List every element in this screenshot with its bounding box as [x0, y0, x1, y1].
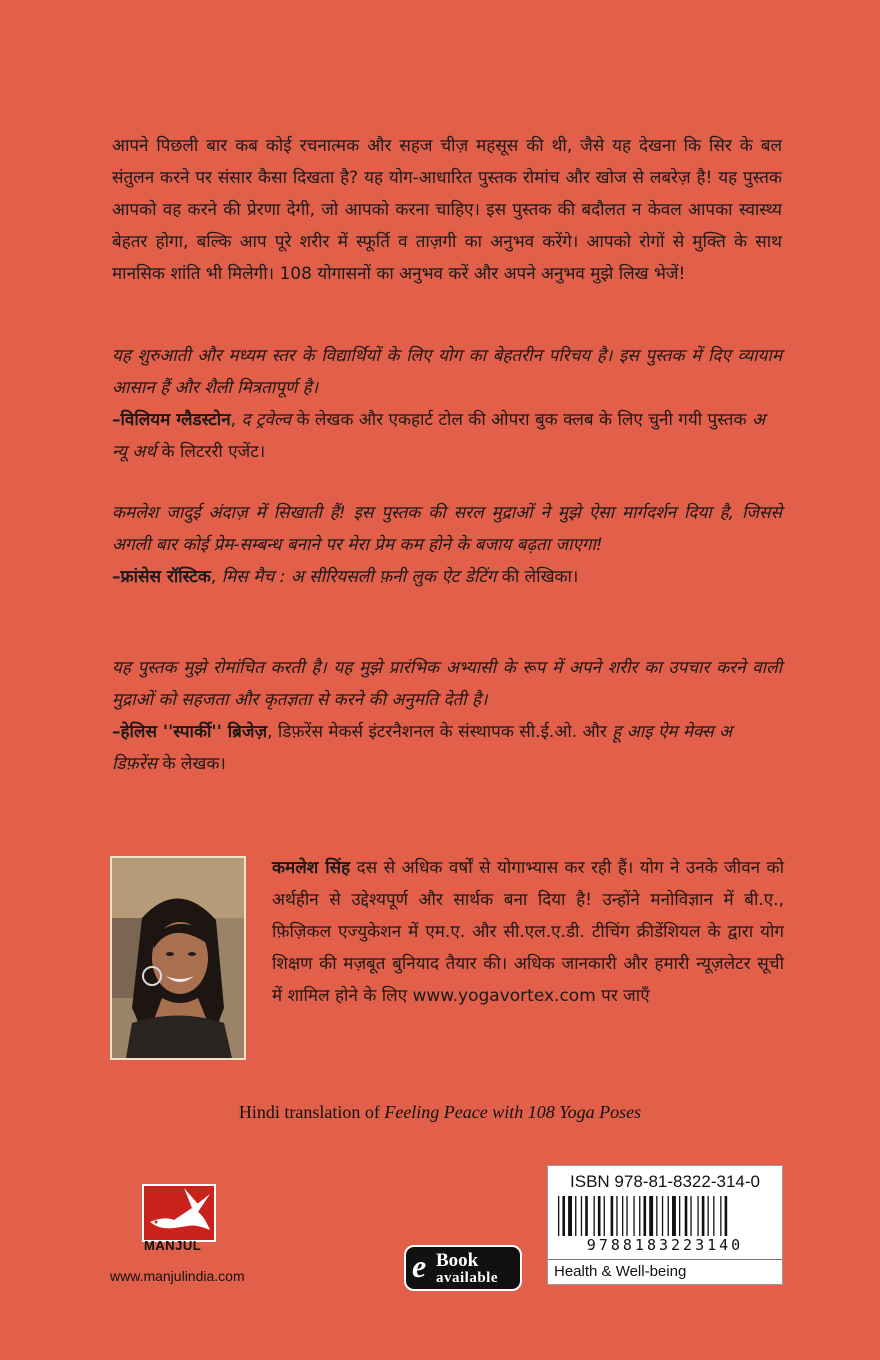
work-title: अ न्यू अर्थ	[112, 410, 765, 462]
author-photo	[110, 856, 246, 1060]
publisher-website[interactable]: www.manjulindia.com	[110, 1268, 245, 1284]
ebook-word: Book	[436, 1250, 479, 1271]
testimonial-author: –हेलिस ''स्पार्की'' ब्रिजेज़	[112, 722, 268, 742]
testimonial-2	[112, 497, 782, 593]
intro-block	[112, 130, 782, 290]
publisher-logo	[142, 1184, 234, 1256]
barcode-digits: 9788183223140	[554, 1236, 776, 1254]
author-name: कमलेश सिंह	[272, 858, 351, 878]
testimonial-author: –विलियम ग्लैडस्टोन	[112, 410, 231, 430]
testimonial-quote: यह शुरुआती और मध्यम स्तर के विद्यार्थियों के लिए योग का बेहतरीन परिचय है। इस पुस्तक में दिए व्यायाम आसान हैं और शैली मित्रतापूर्ण है।	[112, 346, 782, 398]
testimonial-1	[112, 340, 782, 468]
testimonial-byline: –हेलिस ''स्पार्की'' ब्रिजेज़, डिफ़रेंस मेकर्स इंटरनैशनल के संस्थापक सी.ई.ओ. और हू आइ ऐम मेक्स अ डिफ़रेंस के लेखक।	[112, 722, 733, 774]
original-title: Feeling Peace with 108 Yoga Poses	[384, 1102, 642, 1122]
isbn-barcode	[547, 1165, 783, 1285]
translation-note: Hindi translation of Feeling Peace with 108 Yoga Poses	[238, 1102, 642, 1122]
ebook-badge	[404, 1245, 522, 1291]
book-category: Health & Well-being	[548, 1259, 782, 1285]
intro-paragraph: आपने पिछली बार कब कोई रचनात्मक और सहज चीज़ महसूस की थी, जैसे यह देखना कि सिर के बल संतुलन करने पर संसार कैसा दिखता है? यह योग-आधारित पुस्तक रोमांच और खोज से लबरेज़ है! यह पुस्तक आपको वह करने की प्रेरणा देगी, जो आपको करना चाहिए। इस पुस्तक की बदौलत न केवल आपका स्वास्थ्य बेहतर होगा, बल्कि आप पूरे शरीर में स्फूर्ति व ताज़गी का अनुभव करेंगे। आपको रोगों से मुक्ति के साथ मानसिक शांति भी मिलेगी। 108 योगासनों का अनुभव करें और अपने अनुभव मुझे लिख भेजें!	[112, 136, 782, 284]
publisher-name: MANJUL	[144, 1238, 202, 1253]
testimonial-author: –फ्रांसेस रॉस्टिक	[112, 567, 211, 587]
bird-icon	[142, 1184, 216, 1242]
testimonial-byline: –विलियम ग्लैडस्टोन, द ट्रवेल्व के लेखक और एकहार्ट टोल की ओपरा बुक क्लब के लिए चुनी गयी पुस्तक अ न्यू अर्थ के लिटररी एजेंट।	[112, 410, 765, 462]
ebook-available: available	[436, 1270, 499, 1286]
testimonial-quote: कमलेश जादुई अंदाज़ में सिखाती हैं! इस पुस्तक की सरल मुद्राओं ने मुझे ऐसा मार्गदर्शन दिया है, जिससे अगली बार कोई प्रेम-सम्बन्ध बनाने पर मेरा प्रेम कम होने के बजाय बढ़ता जाएगा!	[112, 503, 782, 555]
isbn-label: ISBN 978-81-8322-314-0	[570, 1172, 760, 1191]
work-title: हू आइ ऐम मेक्स अ डिफ़रेंस	[112, 722, 733, 774]
testimonial-byline: –फ्रांसेस रॉस्टिक, मिस मैच : अ सीरियसली फ़नी लुक ऐट डेटिंग की लेखिका।	[112, 567, 579, 587]
author-bio: कमलेश सिंह दस से अधिक वर्षों से योगाभ्यास कर रही हैं। योग ने उनके जीवन को अर्थहीन से उद्देश्यपूर्ण और सार्थक बना दिया है! उन्होंने मनोविज्ञान में बी.ए., फ़िज़िकल एज्युकेशन में एम.ए. और सी.एल.ए.डी. टीचिंग क्रीडेंशियल के द्वारा योग शिक्षण की मज़बूत बुनियाद तैयार की। अधिक जानकारी और हमारी न्यूज़लेटर सूची में शामिल होने के लिए www.yogavortex.com पर जाएँ	[272, 858, 784, 1006]
work-title: द ट्रवेल्व	[241, 410, 292, 430]
testimonial-quote: यह पुस्तक मुझे रोमांचित करती है। यह मुझे प्रारंभिक अभ्यासी के रूप में अपने शरीर का उपचार करने वाली मुद्राओं को सहजता और कृतज्ञता से करने की अनुमति देती है।	[112, 658, 782, 710]
ebook-e: e	[412, 1248, 427, 1284]
testimonial-3	[112, 652, 782, 780]
work-title: मिस मैच : अ सीरियसली फ़नी लुक ऐट डेटिंग	[221, 567, 497, 587]
